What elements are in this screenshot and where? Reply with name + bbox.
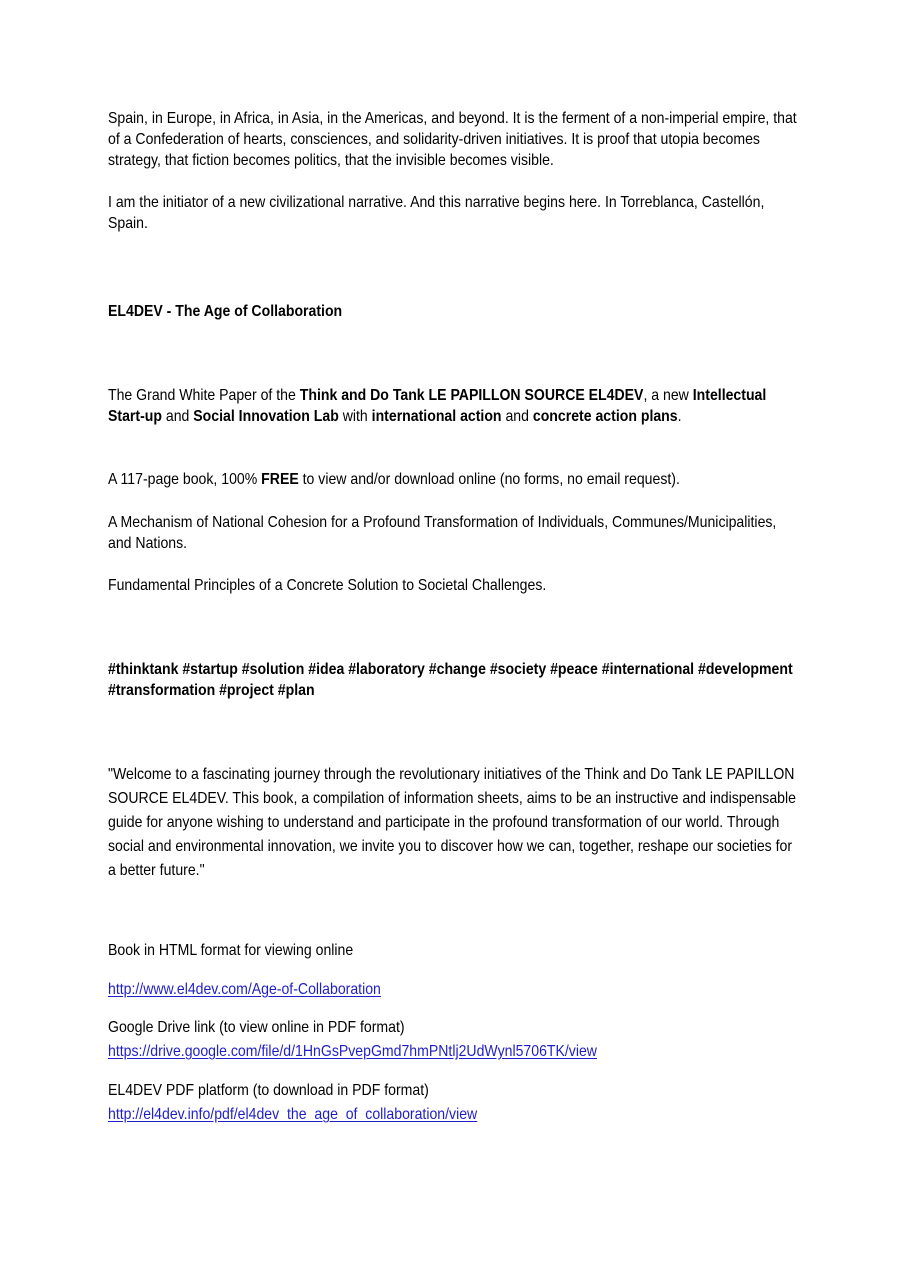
html-format-label: Book in HTML format for viewing online	[108, 942, 354, 959]
white-paper-bold-startup: Intellectual Start-up	[108, 387, 767, 425]
white-paper-bold-international: international action	[371, 408, 502, 425]
pdf-platform-label: EL4DEV PDF platform (to download in PDF format)	[108, 1082, 429, 1099]
intro-paragraph-2: I am the initiator of a new civilizational narrative. And this narrative begins here. In Torreblanca, Castellón, Spain.	[108, 194, 765, 232]
pdf-platform-block	[108, 1079, 803, 1127]
white-paper-paragraph	[108, 385, 803, 427]
book-bold-free: FREE	[261, 471, 299, 488]
book-paragraph	[108, 469, 803, 490]
html-link-line	[108, 979, 803, 1000]
hashtags-paragraph: #thinktank #startup #solution #idea #laboratory #change #society #peace #international #development #transformation #project #plan	[108, 661, 793, 699]
book-text-1: A 117-page book, 100%	[108, 471, 262, 488]
white-paper-text-6: .	[677, 408, 682, 425]
intro-paragraph-1: Spain, in Europe, in Africa, in Asia, in the Americas, and beyond. It is the ferment of a non-imperial empire, that of a Confederation of hearts, consciences, and solidarity-driven initiatives. It is proof that utopia becomes strategy, that fiction becomes politics, that the invisible becomes visible.	[108, 110, 797, 169]
quote-paragraph: "Welcome to a fascinating journey through the revolutionary initiatives of the Think and Do Tank LE PAPILLON SOURCE EL4DEV. This book, a compilation of information sheets, aims to be an instructive and indispensable guide for anyone wishing to understand and participate in the profound transformation of our world. Through social and environmental innovation, we invite you to discover how we can, together, reshape our societies for a better future."	[108, 766, 796, 879]
white-paper-text-3: and	[161, 408, 194, 425]
html-format-link[interactable]: http://www.el4dev.com/Age-of-Collaboration	[108, 981, 381, 998]
section-heading: EL4DEV - The Age of Collaboration	[108, 303, 343, 320]
white-paper-bold-tank: Think and Do Tank LE PAPILLON SOURCE EL4DEV	[299, 387, 644, 404]
pdf-platform-link[interactable]: http://el4dev.info/pdf/el4dev_the_age_of_collaboration/view	[108, 1106, 478, 1123]
drive-link[interactable]: https://drive.google.com/file/d/1HnGsPvepGmd7hmPNtlj2UdWynl5706TK/view	[108, 1043, 597, 1060]
principles-paragraph: Fundamental Principles of a Concrete Solution to Societal Challenges.	[108, 577, 547, 594]
drive-block	[108, 1016, 803, 1064]
white-paper-text-4: with	[338, 408, 372, 425]
white-paper-text-5: and	[501, 408, 533, 425]
white-paper-text-1: The Grand White Paper of the	[108, 387, 300, 404]
drive-label: Google Drive link (to view online in PDF format)	[108, 1019, 405, 1036]
book-text-2: to view and/or download online (no forms, no email request).	[298, 471, 680, 488]
mechanism-paragraph: A Mechanism of National Cohesion for a Profound Transformation of Individuals, Communes/Municipalities, and Nations.	[108, 514, 777, 552]
white-paper-bold-plans: concrete action plans	[532, 408, 678, 425]
white-paper-text-2: , a new	[643, 387, 693, 404]
white-paper-bold-lab: Social Innovation Lab	[193, 408, 339, 425]
